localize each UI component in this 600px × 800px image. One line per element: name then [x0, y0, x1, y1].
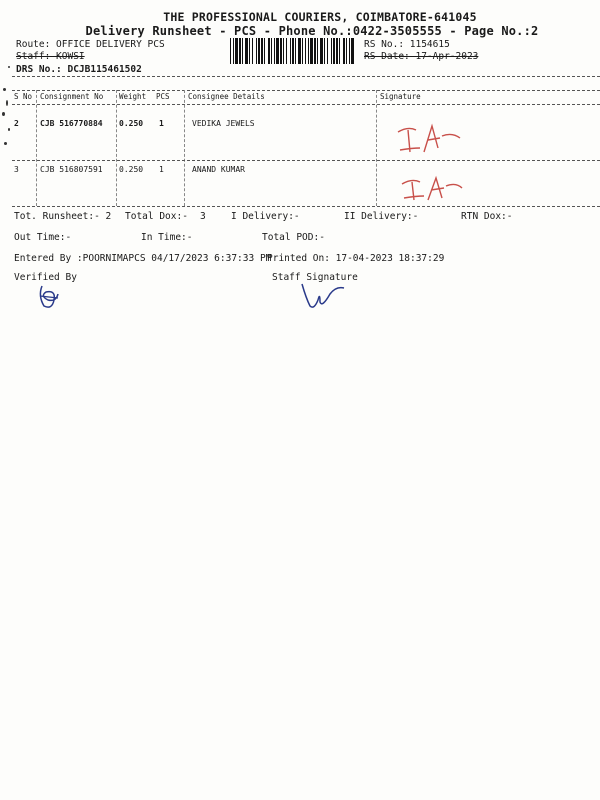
total-dox-value: 3 [200, 211, 206, 222]
total-runsheet: Tot. Runsheet:- 2 [14, 211, 112, 222]
verified-by-label: Verified By [14, 272, 77, 283]
row-pcs: 1 [159, 165, 164, 174]
total-dox-label: Total Dox:- [125, 211, 188, 222]
row-consignee: ANAND KUMAR [192, 165, 245, 174]
col-header-pcs: PCS [156, 92, 170, 101]
divider-header-top [12, 90, 600, 91]
row-signature-mark [394, 118, 464, 158]
row-sno: 2 [14, 119, 19, 128]
scan-speck [4, 142, 7, 145]
scan-speck [6, 100, 8, 106]
scan-speck [2, 112, 5, 116]
divider-row [12, 160, 600, 161]
col-sep [116, 90, 117, 206]
col-header-signature: Signature [380, 92, 421, 101]
col-header-sno: S No [14, 92, 33, 101]
col-sep [36, 90, 37, 206]
i-delivery: I Delivery:- [231, 211, 300, 222]
divider-table-bottom [12, 206, 600, 207]
runsheet-subtitle: Delivery Runsheet - PCS - Phone No.:0422-3505555 - Page No.:2 [85, 24, 539, 38]
ii-delivery: II Delivery:- [344, 211, 419, 222]
col-header-weight: Weight [119, 92, 147, 101]
col-sep [184, 90, 185, 206]
row-sno: 3 [14, 165, 19, 174]
row-consignee: VEDIKA JEWELS [192, 119, 255, 128]
total-pod: Total POD:- [262, 232, 325, 243]
scan-speck [8, 128, 10, 131]
row-pcs: 1 [159, 119, 164, 128]
staff-label: Staff: KOWSI [16, 51, 85, 62]
rs-number: RS No.: 1154615 [364, 39, 450, 50]
row-weight: 0.250 [119, 165, 144, 174]
staff-signature-label: Staff Signature [272, 272, 358, 283]
scan-speck [8, 66, 10, 68]
col-header-consignment: Consignment No [40, 92, 104, 101]
staff-signature [298, 280, 348, 312]
scan-speck [3, 88, 6, 91]
verifier-signature [34, 282, 64, 312]
row-signature-mark [398, 172, 468, 206]
out-time: Out Time:- [14, 232, 72, 243]
row-consignment: CJB 516770884 [40, 119, 103, 128]
row-weight: 0.250 [119, 119, 144, 128]
col-header-consignee: Consignee Details [188, 92, 265, 101]
divider-top [12, 76, 600, 77]
col-sep [376, 90, 377, 206]
divider-header-bottom [12, 104, 600, 105]
company-title: THE PROFESSIONAL COURIERS, COIMBATORE-641045 [163, 10, 477, 24]
entered-by: Entered By :POORNIMAPCS 04/17/2023 6:37:33 PM [14, 253, 272, 264]
printed-on: Printed On: 17-04-2023 18:37:29 [267, 253, 445, 264]
in-time: In Time:- [141, 232, 193, 243]
rtn-dox: RTN Dox:- [461, 211, 513, 222]
route-label: Route: OFFICE DELIVERY PCS [16, 39, 165, 50]
row-consignment: CJB 516807591 [40, 165, 103, 174]
drs-number: DRS No.: DCJB115461502 [16, 64, 142, 75]
barcode [230, 38, 354, 64]
rs-date: RS Date: 17-Apr-2023 [364, 51, 479, 62]
